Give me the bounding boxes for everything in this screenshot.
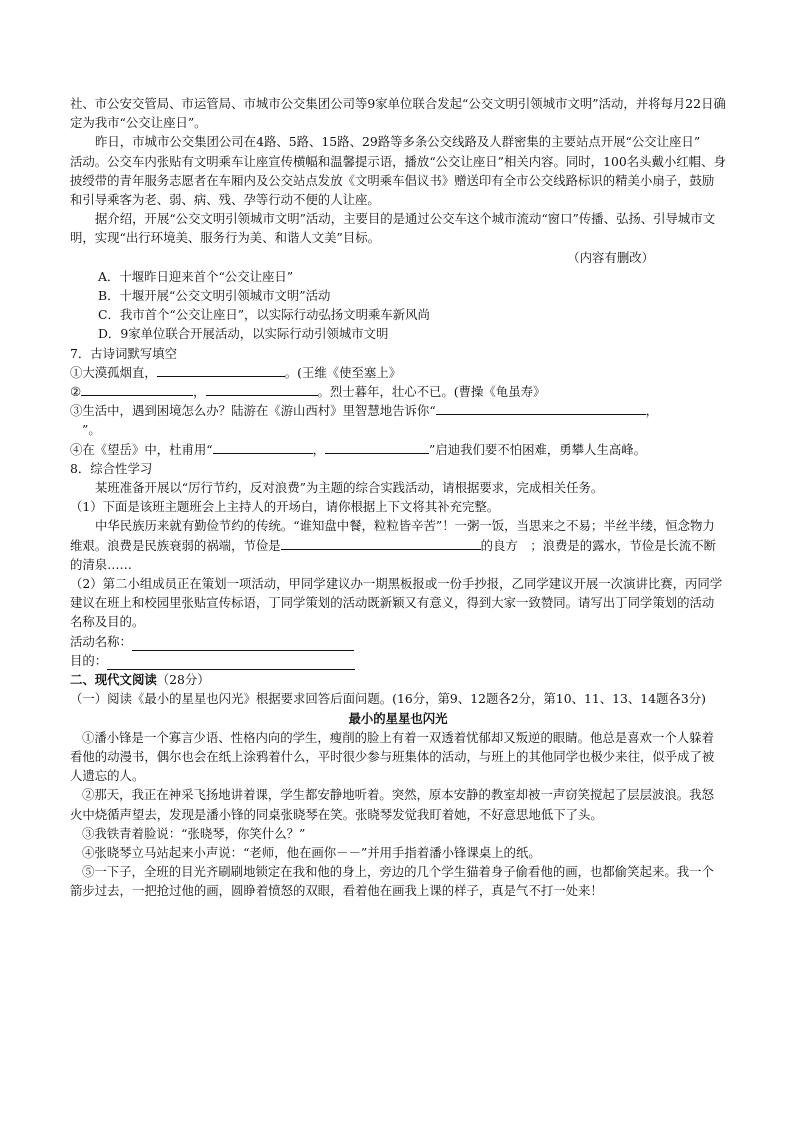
option-b[interactable]: B．十堰开展“公交文明引领城市文明”活动: [98, 288, 331, 304]
q8-speech-pre: 中华民族历来就有勤俭节约的传统。“谁知盘中餐，粒粒皆辛苦”！一粥一饭，当思来之不易；半丝半缕，恒念物力维艰。浪费是民族衰弱的祸端，节俭是: [70, 518, 715, 553]
q7-l4-mid: ，: [312, 441, 326, 457]
q7-line-4: [70, 440, 726, 459]
activity-goal-row: [70, 651, 726, 670]
q7-blank-4b[interactable]: [325, 440, 429, 454]
q7-l1-pre: ①大漠孤烟直，: [70, 364, 157, 380]
activity-goal-field[interactable]: [107, 655, 355, 670]
paragraph-3: 据介绍，开展“公交文明引领城市文明”活动，主要目的是通过公交车这个城市流动“窗口”传播、弘扬、引导城市文明，实现“出行环境美、服务行为美、和谐人文美”目标。: [70, 211, 716, 246]
activity-goal-label: 目的：: [70, 652, 108, 668]
option-a[interactable]: A．十堰昨日迎来首个“公交让座日”: [98, 268, 294, 284]
q7-line-2: [70, 382, 726, 401]
paragraph-2: 昨日，市城市公交集团公司在4路、5路、15路、29路等多条公交线路及人群密集的主要站点开展“公交让座日” 活动。公交车内张贴有文明乘车让座宣传横幅和温馨提示语，播放“公交让座日”相关内容。同时，100名头戴小红帽、身披绶带的青年服务志愿者在车厢内及公交站点发放《文明乘车倡议书》赠送印有全市公交线路标识的精美小扇子，鼓励和引导乘客为老、弱、病、残、孕等行动不便的人让座。: [70, 134, 726, 208]
q8-sub-1: （1）下面是该班主题班会上主持人的开场白，请你根据上下文将其补充完整。: [70, 499, 500, 515]
story-paragraph-5: ⑤一下子，全班的目光齐刷刷地锁定在我和他的身上，旁边的几个学生猫着身子偷看他的画，也都偷笑起来。我一个箭步过去，一把抢过他的画，圆睁着愤怒的双眼，看着他在画我上课的样子，真是气不打一处来！: [70, 864, 714, 899]
q8-title: 8．综合性学习: [70, 460, 153, 476]
story-paragraph-4: ④张晓琴立马站起来小声说：“老师，他在画你－－”并用手指着潘小锋课桌上的纸。: [82, 844, 541, 860]
section-2-heading-line: [70, 670, 726, 689]
section-2-score: （28分）: [156, 672, 210, 688]
q8-intro: 某班准备开展以“厉行节约，反对浪费”为主题的综合实践活动，请根据要求，完成相关任务。: [95, 480, 604, 496]
q7-line-1: [70, 363, 726, 382]
story-paragraph-1: ①潘小锋是一个寡言少语、性格内向的学生，瘦削的脸上有着一双透着忧郁却又叛逆的眼睛。他总是喜欢一个人躲着看他的动漫书，偶尔也会在纸上涂鸦着什么，平时很少参与班集体的活动，与班上的其他同学也极少来往，似乎成了被人遗忘的人。: [70, 729, 715, 784]
q7-blank-2b[interactable]: [206, 382, 318, 396]
q7-l3-post: ，: [645, 403, 659, 419]
story-paragraph-3: ③我铁青着脸说：“张晓琴，你笑什么？”: [82, 825, 306, 841]
q7-l2-post: 。烈士暮年，壮心不已。(曹操《龟虽寿》: [317, 384, 546, 400]
q7-blank-1[interactable]: [157, 363, 285, 377]
q7-l4-pre: ④在《望岳》中，杜甫用“: [70, 441, 213, 457]
q7-l3-pre: ③生活中，遇到困境怎么办？陆游在《游山西村》里智慧地告诉你“: [70, 403, 436, 419]
q7-title: 7．古诗词默写填空: [70, 345, 178, 361]
q7-line-3: [70, 401, 726, 420]
q8-speech-blank[interactable]: [281, 536, 481, 550]
q7-l4-post: ”启迪我们要不怕困难，勇攀人生高峰。: [429, 441, 647, 457]
q8-speech-mid: 的良方 ；浪费是的露水，节俭是长流不断的清泉……: [70, 537, 717, 572]
q7-blank-3[interactable]: [436, 401, 646, 415]
activity-name-row: [70, 632, 726, 651]
document-page: [70, 94, 726, 901]
q8-speech: [70, 516, 726, 574]
activity-name-field[interactable]: [132, 636, 354, 651]
story-title: 最小的星星也闪光: [348, 710, 448, 726]
q7-l1-post: 。(王维《使至塞上》: [284, 364, 402, 380]
paragraph-1: 社、市公安交管局、市运管局、市城市公交集团公司等9家单位联合发起“公交文明引领城市文明”活动，并将每月22日确定为我市“公交让座日”。: [70, 96, 726, 131]
q7-l2-mid: ，: [193, 384, 206, 400]
source-note: （内容有删改）: [567, 249, 654, 265]
section-2-heading: 二、现代文阅读: [70, 672, 157, 688]
q7-line-3-end: ”。: [82, 422, 101, 438]
q8-sub-2: （2）第二小组成员正在策划一项活动，甲同学建议办一期黑板报或一份手抄报，乙同学建议开展一次演讲比赛，丙同学建议在班上和校园里张贴宣传标语，丁同学策划的活动既新颖又有意义，得到大家一致赞同。请写出丁同学策划的活动名称及目的。: [70, 576, 723, 630]
q7-blank-4a[interactable]: [213, 440, 313, 454]
q7-blank-2a[interactable]: [81, 382, 193, 396]
section-2-subheading: （一）阅读《最小的星星也闪光》根据要求回答后面问题。(16分，第9、12题各2分，第10、11、13、14题各3分): [70, 691, 706, 707]
option-d[interactable]: D．9家单位联合开展活动，以实际行动引领城市文明: [98, 326, 389, 342]
activity-name-label: 活动名称：: [70, 633, 132, 649]
q7-l2-pre: ②: [70, 384, 82, 400]
option-c[interactable]: C．我市首个“公交让座日”，以实际行动弘扬文明乘车新风尚: [98, 307, 430, 323]
story-paragraph-2: ②那天，我正在神采飞扬地讲着课，学生都安静地听着。突然，原本安静的教室却被一声窃笑搅起了层层波浪。我怒火中烧循声望去，发现是潘小锋的同桌张晓琴在笑。张晓琴发觉我盯着她，不好意思地低下了头。: [70, 787, 714, 822]
